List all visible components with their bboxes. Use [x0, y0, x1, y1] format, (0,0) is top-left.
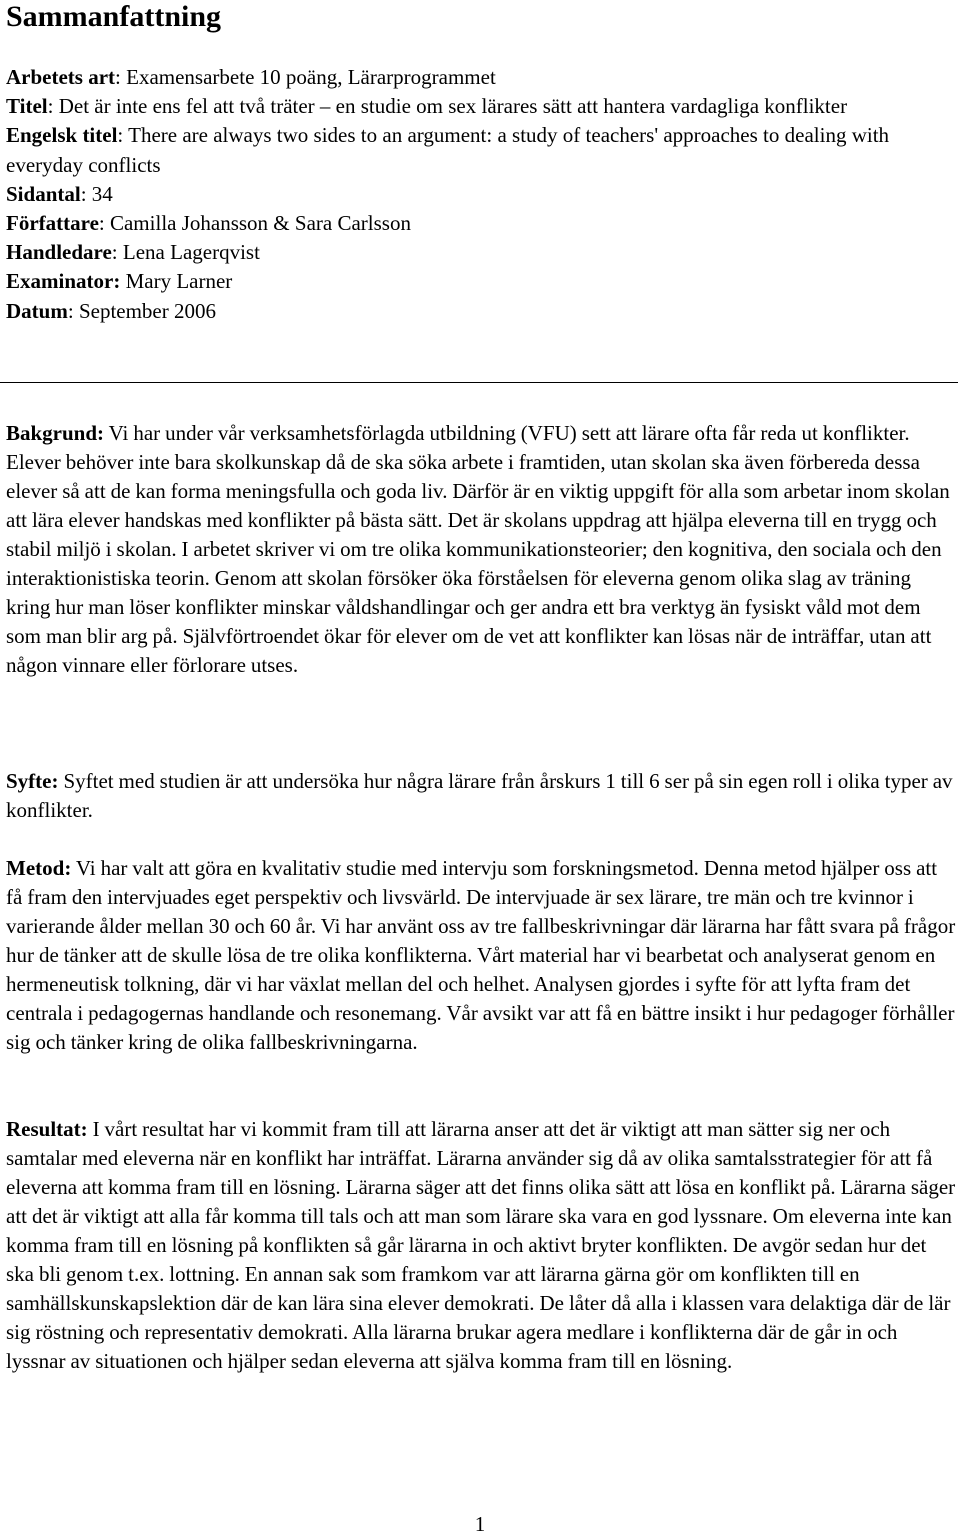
metadata-block — [6, 63, 956, 326]
meta-titel: Titel: Det är inte ens fel att två träter – en studie om sex lärares sätt att hantera vardagliga konflikter — [6, 94, 848, 119]
meta-label: Arbetets art — [6, 65, 116, 89]
meta-engelsk-titel: Engelsk titel: There are always two sides to an argument: a study of teachers' approaches to dealing with everyday conflicts — [6, 123, 890, 177]
section-syfte — [6, 767, 956, 825]
meta-sidantal: Sidantal: 34 — [6, 181, 113, 206]
meta-datum: Datum: September 2006 — [6, 298, 216, 323]
meta-value: There are always two sides to an argument: a study of teachers' approaches to dealing with everyday conflicts — [6, 123, 890, 177]
section-text: Vi har valt att göra en kvalitativ studie med intervju som forskningsmetod. Denna metod hjälper oss att få fram den intervjuades eget perspektiv och livsvärld. De intervjuade är sex lärare, tre män och tre kvinnor i varierande ålder mellan 30 och 60 år. Vi har använt oss av tre fallbeskrivningar där lärarna har fått svara på frågor hur de tänker att de skulle lösa de tre olika konflikterna. Vårt material har vi bearbetat och analyserat genom en hermeneutisk tolkning, där vi har växlat mellan del och helhet. Analysen gjordes i syfte för att lyfta fram det centrala i pedagogernas handlande och resonemang. Vår avsikt var att få en bättre insikt i hur pedagoger förhåller sig och tänker kring de olika fallbeskrivningarna. — [6, 856, 956, 1054]
meta-examinator — [6, 267, 956, 296]
page-title: Sammanfattning — [6, 0, 222, 33]
section-label: Bakgrund: — [6, 421, 105, 445]
section-resultat — [6, 1115, 956, 1376]
meta-value: 34 — [91, 181, 113, 206]
section-metod — [6, 854, 956, 1057]
meta-value: Examensarbete 10 poäng, Lärarprogrammet — [126, 65, 496, 89]
meta-value: Camilla Johansson & Sara Carlsson — [109, 211, 411, 236]
meta-label: Engelsk titel — [6, 123, 118, 148]
meta-label: Författare — [6, 211, 99, 236]
section-text: Vi har under vår verksamhetsförlagda utbildning (VFU) sett att lärare ofta får reda ut konflikter. Elever behöver inte bara skolkunskap då de ska söka arbete i framtiden, utan skolan ska även förbereda dessa elever så att de kan forma meningsfulla och goda liv. Därför är en viktig uppgift för alla som arbetar inom skolan att lära elever handskas med konflikter på bästa sätt. Det är skolans uppdrag att hjälpa eleverna till en trygg och stabil miljö i skolan. I arbetet skriver vi om tre olika kommunikationsteorier; den kognitiva, den sociala och den interaktionistiska teorin. Genom att skolan försöker öka förståelsen för eleverna genom olika slag av träning kring hur man löser konflikter minskar våldshandlingar och ger andra ett bra verktyg än fysiskt våld mot dem som man blir arg på. Självförtroendet ökar för elever om de vet att konflikter kan lösas när de inträffar, utan att någon vinnare eller förlorare utses. — [6, 421, 950, 677]
meta-label: Handledare — [6, 240, 112, 265]
meta-value: September 2006 — [78, 298, 216, 323]
section-label: Metod: — [6, 856, 72, 880]
meta-forfattare: Författare: Camilla Johansson & Sara Carlsson — [6, 211, 411, 236]
meta-value: Lena Lagerqvist — [122, 240, 260, 265]
section-text: Syftet med studien är att undersöka hur några lärare från årskurs 1 till 6 ser på sin egen roll i olika typer av konflikter. — [6, 769, 953, 822]
section-label: Resultat: — [6, 1117, 88, 1141]
section-bakgrund — [6, 419, 956, 680]
meta-label: Datum — [6, 298, 68, 323]
meta-value: Det är inte ens fel att två träter – en studie om sex lärares sätt att hantera vardagliga konflikter — [58, 94, 848, 119]
meta-value: Mary Larner — [125, 269, 233, 294]
section-text: I vårt resultat har vi kommit fram till att lärarna anser att det är viktigt att man sätter sig ner och samtalar med eleverna när en konflikt har inträffat. Lärarna använder sig då av olika samtalsstrategier för att få eleverna att komma fram till en lösning. Lärarna säger att det finns olika sätt att lösa en konflikt på. Lärarna säger att det är viktigt att alla får komma till tals och att man som lärare ska vara en god lyssnare. Om eleverna inte kan komma fram till en lösning på konflikten så går lärarna in och aktivt bryter konflikten. De avgör sedan hur det ska bli genom t.ex. lottning. En annan sak som framkom var att lärarna gärna gör om konflikten till en samhällskunskapslektion där de kan lära sina elever demokrati. De låter då alla i klassen vara delaktiga där de lär sig röstning och representativ demokrati. Alla lärarna brukar agera medlare i konflikterna där de går in och lyssnar av situationen och hjälper sedan eleverna att själva komma fram till en lösning. — [6, 1117, 956, 1373]
meta-label: Examinator: — [6, 269, 121, 294]
section-label: Syfte: — [6, 769, 59, 793]
meta-label: Sidantal — [6, 181, 81, 206]
meta-handledare: Handledare: Lena Lagerqvist — [6, 240, 260, 265]
page-number: 1 — [474, 1512, 486, 1536]
meta-arbetets-art: Arbetets art: Examensarbete 10 poäng, Lärarprogrammet — [6, 65, 496, 89]
meta-label: Titel — [6, 94, 48, 119]
horizontal-divider — [0, 382, 958, 383]
